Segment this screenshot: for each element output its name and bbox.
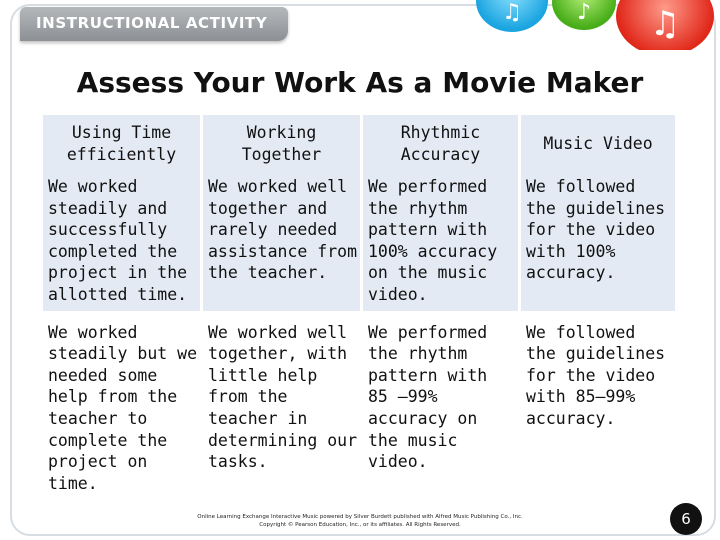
table-row	[43, 173, 675, 311]
table-cell: We followed the guidelines for the video with 100% accuracy.	[521, 173, 675, 311]
green-music-note-icon	[552, 0, 616, 30]
instructional-activity-banner	[20, 7, 288, 41]
footer-line-2: Copyright © Pearson Education, Inc., or its affiliates. All Rights Reserved.	[259, 521, 461, 528]
header-working-together: Working Together	[203, 115, 363, 173]
music-notes-decoration	[470, 0, 720, 50]
banner-label: INSTRUCTIONAL ACTIVITY	[36, 14, 268, 32]
blue-note-glyph: ♫	[502, 0, 522, 25]
page-title: Assess Your Work As a Movie Maker	[76, 66, 644, 99]
table-cell: We worked steadily but we needed some help from the teacher to complete the project on time.	[43, 311, 203, 500]
footer-line-1: Online Learning Exchange Interactive Music powered by Silver Burdett published with Alfred Music Publishing Co., Inc.	[197, 514, 523, 520]
copyright-footer	[120, 514, 600, 529]
green-note-glyph: ♪	[576, 0, 592, 25]
red-music-note-icon	[616, 0, 714, 50]
table-cell: We worked well together and rarely needed assistance from the teacher.	[203, 173, 363, 311]
table-cell: We performed the rhythm pattern with 85 –99% accuracy on the music video.	[363, 311, 521, 500]
table-cell: We worked well together, with little help from the teacher in determining our tasks.	[203, 311, 363, 500]
table-cell: We performed the rhythm pattern with 100% accuracy on the music video.	[363, 173, 521, 311]
rubric-table	[43, 115, 675, 499]
table-cell: We worked steadily and successfully completed the project in the allotted time.	[43, 173, 203, 311]
header-music-video: Music Video	[521, 115, 675, 173]
header-using-time: Using Time efficiently	[43, 115, 203, 173]
rubric-header-row	[43, 115, 675, 173]
header-rhythmic-accuracy: Rhythmic Accuracy	[363, 115, 521, 173]
page-number-badge: 6	[670, 503, 702, 535]
red-note-glyph: ♫	[649, 4, 681, 44]
blue-music-note-icon	[476, 0, 548, 32]
table-cell: We followed the guidelines for the video with 85–99% accuracy.	[521, 311, 675, 500]
table-row	[43, 311, 675, 500]
